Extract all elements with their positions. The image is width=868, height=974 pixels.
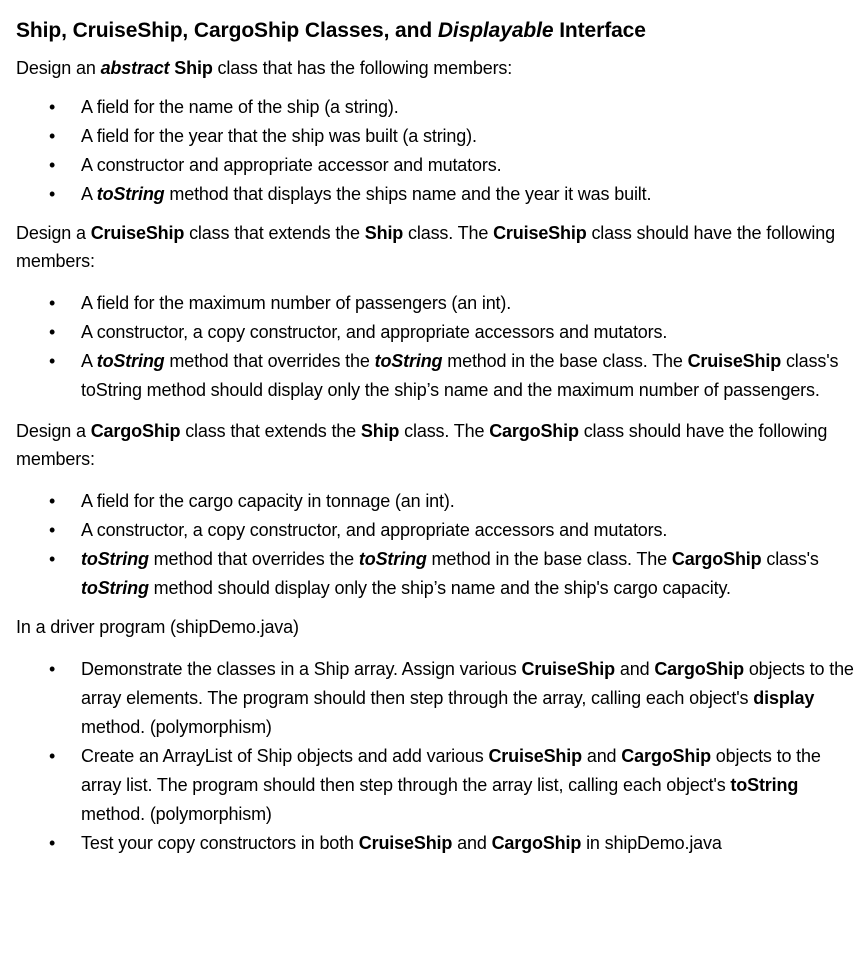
driver-requirements-list	[16, 655, 854, 858]
list-item: • A constructor and appropriate accessor and mutators.	[16, 151, 854, 180]
bullet-icon: •	[49, 833, 56, 853]
bullet-icon: •	[49, 491, 56, 511]
title-text-end: Interface	[553, 19, 646, 42]
list-item: • Demonstrate the classes in a Ship array. Assign various CruiseShip and CargoShip objects to the array elements. The program should then step through the array, calling each object's display method. (polymorphism)	[16, 655, 854, 742]
cruiseship-class-intro: Design a CruiseShip class that extends the Ship class. The CruiseShip class should have the following members:	[16, 223, 835, 271]
bullet-icon: •	[49, 549, 56, 569]
list-item: • A field for the name of the ship (a string).	[16, 93, 854, 122]
ship-class-intro: Design an abstract Ship class that has the following members:	[16, 58, 513, 78]
list-item: • Create an ArrayList of Ship objects and add various CruiseShip and CargoShip objects to the array list. The program should then step through the array list, calling each object's toString method. (polymorphism)	[16, 742, 854, 829]
cargoship-members-list	[16, 487, 854, 603]
document-title	[16, 16, 854, 46]
list-item: • A field for the maximum number of passengers (an int).	[16, 289, 854, 318]
list-item: • A field for the year that the ship was built (a string).	[16, 122, 854, 151]
bullet-icon: •	[49, 155, 56, 175]
list-item: • A toString method that displays the ships name and the year it was built.	[16, 180, 854, 209]
list-item: • Test your copy constructors in both CruiseShip and CargoShip in shipDemo.java	[16, 829, 854, 858]
bullet-icon: •	[49, 184, 56, 204]
bullet-icon: •	[49, 746, 56, 766]
bullet-icon: •	[49, 520, 56, 540]
bullet-icon: •	[49, 351, 56, 371]
bullet-icon: •	[49, 97, 56, 117]
list-item: • A toString method that overrides the toString method in the base class. The CruiseShip class's toString method should display only the ship’s name and the maximum number of passengers.	[16, 347, 854, 405]
cruiseship-members-list	[16, 289, 854, 405]
bullet-icon: •	[49, 293, 56, 313]
bullet-icon: •	[49, 659, 56, 679]
list-item: • A constructor, a copy constructor, and appropriate accessors and mutators.	[16, 318, 854, 347]
list-item: • toString method that overrides the toString method in the base class. The CargoShip class's toString method should display only the ship’s name and the ship's cargo capacity.	[16, 545, 854, 603]
ship-members-list	[16, 93, 854, 209]
bullet-icon: •	[49, 126, 56, 146]
bullet-icon: •	[49, 322, 56, 342]
driver-program-intro: In a driver program (shipDemo.java)	[16, 617, 299, 637]
list-item: • A field for the cargo capacity in tonnage (an int).	[16, 487, 854, 516]
title-italic-text: Displayable	[437, 19, 554, 42]
cargoship-class-intro: Design a CargoShip class that extends the Ship class. The CargoShip class should have the following members:	[16, 421, 828, 469]
title-text: Ship, CruiseShip, CargoShip Classes, and	[16, 19, 438, 42]
list-item: • A constructor, a copy constructor, and appropriate accessors and mutators.	[16, 516, 854, 545]
